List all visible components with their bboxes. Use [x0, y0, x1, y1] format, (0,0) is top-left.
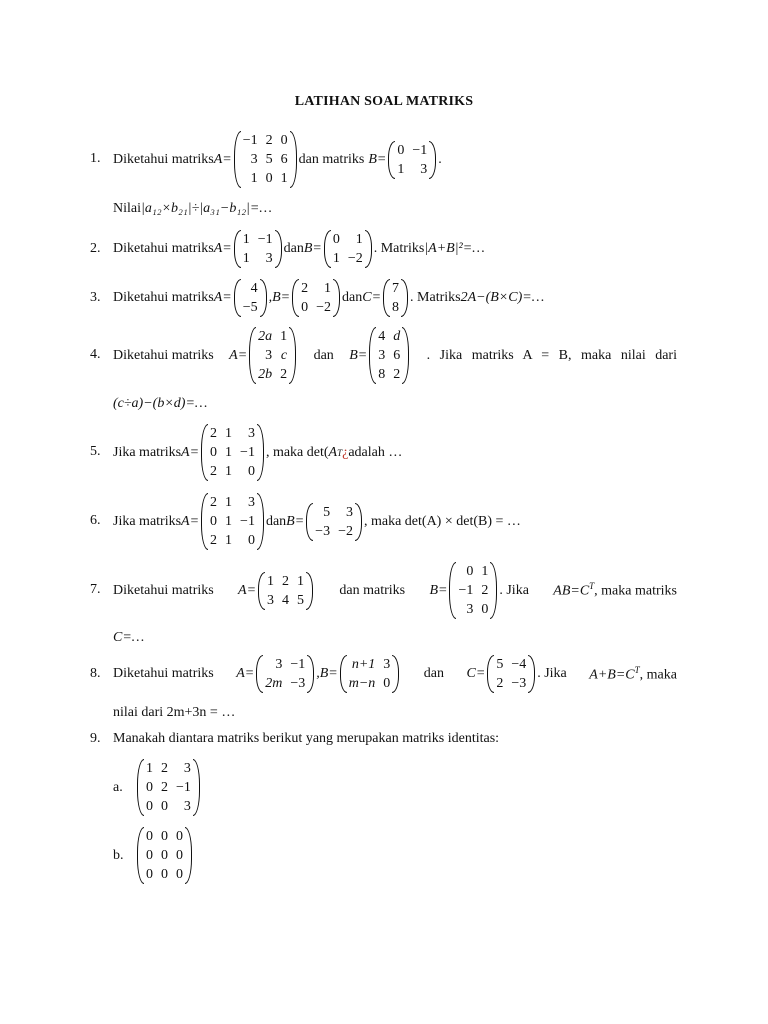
problem-2-expr: |A+B|²=… — [424, 241, 485, 256]
problem-4-text-b: dan — [313, 347, 334, 363]
problem-4-line2 — [113, 396, 207, 412]
matrix-cell: 1 — [297, 573, 305, 589]
problem-3-expr: 2A−(B×C)=… — [460, 290, 545, 305]
matrix-7B — [449, 562, 497, 619]
matrix-cell: 3 — [265, 251, 273, 266]
matrix-cell: 3 — [345, 504, 353, 520]
matrix-cell: 0 — [161, 867, 168, 882]
matrix-cell: 1 — [225, 533, 233, 548]
problem-6-B-label: B= — [286, 513, 305, 529]
matrix-cell: 4 — [282, 592, 290, 608]
matrix-cell: 1 — [481, 564, 489, 579]
problem-5-text-b: , maka det( — [265, 444, 329, 460]
problem-5 — [113, 424, 402, 481]
matrix-3A — [234, 279, 267, 317]
matrix-cell: 1 — [146, 761, 153, 776]
matrix-cell: 3 — [383, 657, 391, 672]
problem-7-text-b: dan matriks — [339, 582, 406, 598]
matrix-cell: 3 — [265, 348, 273, 363]
matrix-cell: 0 — [397, 142, 405, 158]
problem-6-text-c: , maka det(A) × det(B) = … — [363, 513, 521, 529]
matrix-cell: 2 — [282, 573, 290, 589]
matrix-cell: −1 — [240, 445, 255, 460]
matrix-cell: −1 — [242, 133, 258, 148]
matrix-option-a — [137, 759, 200, 816]
matrix-cell: −1 — [290, 657, 306, 672]
matrix-3B — [292, 279, 340, 317]
matrix-cell: 0 — [176, 867, 183, 882]
option-b — [113, 827, 194, 884]
problem-4 — [113, 327, 677, 384]
matrix-cell: 7 — [392, 281, 400, 296]
matrix-cell: 3 — [378, 348, 386, 363]
matrix-4A — [249, 327, 296, 384]
matrix-cell: −1 — [257, 232, 273, 247]
problem-2-A-label: A= — [213, 241, 232, 256]
problem-7-line2 — [113, 630, 144, 646]
problem-1-text-b: dan matriks — [298, 151, 365, 167]
matrix-cell: −3 — [290, 676, 306, 691]
problem-1-text-a: Diketahui matriks — [113, 151, 214, 167]
matrix-cell: −3 — [315, 523, 331, 539]
problem-1-line2 — [113, 201, 272, 217]
matrix-cell: 1 — [242, 232, 250, 247]
matrix-cell: 1 — [225, 514, 233, 529]
matrix-cell: 0 — [332, 232, 340, 247]
problem-5-A-label: A= — [181, 444, 200, 460]
matrix-3C — [383, 279, 408, 317]
matrix-cell: 0 — [146, 848, 153, 863]
matrix-cell: −1 — [412, 142, 428, 158]
problem-3-text-c: . Matriks — [410, 290, 461, 305]
problem-5-number: 5. — [90, 444, 101, 459]
matrix-8B — [340, 655, 400, 693]
matrix-7A — [258, 572, 313, 610]
problem-1-end: . — [438, 151, 442, 167]
matrix-cell: d — [393, 329, 401, 344]
problem-5-expr: A — [328, 444, 338, 460]
matrix-cell: 1 — [225, 495, 233, 510]
matrix-cell: −3 — [511, 676, 527, 691]
problem-1-line2-prefix: Nilai — [113, 201, 141, 216]
problem-2 — [113, 229, 485, 269]
matrix-cell: 3 — [183, 799, 191, 814]
matrix-cell: 2 — [280, 367, 288, 382]
matrix-1B — [388, 141, 436, 179]
matrix-cell: 2 — [210, 495, 218, 510]
problem-6-A-label: A= — [181, 513, 200, 529]
matrix-cell: 4 — [378, 329, 386, 344]
matrix-cell: 2 — [161, 761, 168, 776]
matrix-cell: 2 — [210, 426, 218, 441]
problem-6-text-a: Jika matriks — [113, 513, 182, 529]
matrix-cell: −2 — [316, 300, 332, 315]
matrix-cell: 2 — [496, 676, 504, 691]
matrix-cell: 8 — [378, 367, 386, 382]
matrix-cell: 0 — [481, 602, 489, 617]
matrix-cell: 0 — [146, 799, 153, 814]
matrix-cell: 0 — [301, 300, 309, 315]
matrix-cell: 5 — [265, 152, 273, 167]
problem-8 — [113, 654, 677, 694]
option-b-label: b. — [113, 847, 124, 863]
matrix-cell: m−n — [348, 676, 376, 691]
matrix-cell: 1 — [225, 426, 233, 441]
matrix-cell: −2 — [338, 523, 353, 539]
problem-4-number: 4. — [90, 347, 101, 362]
matrix-cell: 5 — [297, 592, 305, 608]
matrix-cell: 0 — [210, 514, 218, 529]
problem-1-number: 1. — [90, 151, 101, 166]
problem-5-glyph: ¿ — [342, 444, 349, 460]
matrix-cell: 1 — [267, 573, 275, 589]
problem-8-text-a: Diketahui matriks — [113, 666, 214, 681]
matrix-1A — [234, 131, 297, 188]
problem-1-A-label: A= — [213, 151, 232, 167]
problem-5-text-a: Jika matriks — [113, 444, 182, 460]
matrix-cell: 0 — [146, 780, 153, 795]
problem-2-text-a: Diketahui matriks — [113, 241, 214, 256]
matrix-cell: 2 — [393, 367, 401, 382]
matrix-cell: 3 — [275, 657, 283, 672]
problem-8-text-b: dan — [423, 666, 445, 681]
problem-8-text-d: , maka — [639, 667, 677, 683]
matrix-cell: 0 — [176, 829, 183, 844]
problem-4-B-label: B= — [349, 347, 368, 363]
problem-3-C-label: C= — [362, 290, 382, 305]
option-a — [113, 759, 202, 816]
problem-8-C-label: C= — [466, 666, 486, 681]
matrix-cell: 0 — [280, 133, 288, 148]
matrix-cell: 2 — [265, 133, 273, 148]
problem-7-line2-expr: C=… — [113, 630, 145, 645]
problem-8-text-c: . Jika — [537, 666, 567, 681]
matrix-cell: −1 — [240, 514, 255, 529]
matrix-cell: 1 — [242, 251, 250, 266]
matrix-cell: 1 — [332, 251, 340, 266]
problem-3 — [113, 278, 544, 318]
matrix-cell: 2a — [258, 329, 273, 344]
matrix-cell: 1 — [397, 161, 405, 177]
matrix-cell: −1 — [176, 780, 191, 795]
matrix-cell: 0 — [161, 799, 168, 814]
matrix-cell: 2m — [265, 676, 283, 691]
matrix-5A — [201, 424, 264, 481]
problem-2-text-b: dan — [283, 241, 304, 256]
matrix-cell: 4 — [250, 281, 258, 296]
problem-7-number: 7. — [90, 582, 101, 597]
problem-4-text-a: Diketahui matriks — [113, 347, 214, 363]
matrix-8A — [256, 655, 314, 693]
matrix-cell: 3 — [420, 161, 428, 177]
matrix-6A — [201, 493, 264, 550]
matrix-cell: 5 — [323, 504, 331, 520]
matrix-cell: 0 — [210, 445, 218, 460]
problem-3-A-label: A= — [213, 290, 232, 305]
problem-8-expr: A+B=C — [589, 667, 635, 683]
problem-2-number: 2. — [90, 241, 101, 256]
matrix-cell: 0 — [146, 829, 153, 844]
problem-7-expr: AB=C — [553, 583, 590, 599]
problem-3-number: 3. — [90, 290, 101, 305]
matrix-cell: 3 — [267, 592, 275, 608]
matrix-8C — [487, 655, 535, 693]
matrix-cell: 2 — [301, 281, 309, 296]
matrix-cell: −5 — [242, 300, 258, 315]
problem-8-number: 8. — [90, 666, 101, 681]
matrix-cell: 2 — [161, 780, 168, 795]
matrix-cell: c — [280, 348, 288, 363]
problem-7 — [113, 562, 677, 619]
problem-2-B-label: B= — [303, 241, 322, 256]
matrix-cell: 3 — [247, 426, 255, 441]
page-title: LATIHAN SOAL MATRIKS — [294, 94, 474, 109]
problem-1-B-label: B= — [368, 151, 387, 167]
matrix-cell: 0 — [265, 171, 273, 186]
matrix-option-b — [137, 827, 192, 884]
problem-1-line2-expr: |a₁₂×b₂₁|÷|a₃₁−b₁₂|=… — [141, 201, 272, 216]
matrix-cell: −2 — [347, 251, 363, 266]
problem-8-B-label: ,B= — [316, 666, 338, 681]
matrix-cell: 2 — [481, 583, 489, 598]
problem-7-B-label: B= — [429, 582, 448, 598]
problem-3-text-a: Diketahui matriks — [113, 290, 214, 305]
problem-7-sup: T — [589, 581, 595, 592]
matrix-cell: 1 — [324, 281, 332, 296]
problem-4-line2-expr: (c÷a)−(b×d)=… — [113, 396, 208, 411]
problem-7-A-label: A= — [238, 582, 257, 598]
problem-5-text-c: adalah … — [348, 444, 403, 460]
matrix-2B — [324, 230, 372, 268]
problem-7-text-d: , maka matriks — [594, 583, 677, 599]
matrix-cell: 1 — [250, 171, 258, 186]
matrix-cell: −4 — [511, 657, 527, 672]
matrix-cell: 0 — [176, 848, 183, 863]
problem-3-B-label: ,B= — [268, 290, 291, 305]
problem-6-text-b: dan — [265, 513, 287, 529]
problem-4-text-c: . Jika matriks A = B, maka nilai dari — [426, 347, 677, 363]
matrix-4B — [369, 327, 409, 384]
matrix-cell: 1 — [225, 445, 233, 460]
matrix-cell: 2b — [258, 367, 273, 382]
matrix-cell: 1 — [280, 329, 288, 344]
problem-7-text-a: Diketahui matriks — [113, 582, 214, 598]
problem-8-line2: nilai dari 2m+3n = … — [113, 705, 236, 720]
matrix-cell: 0 — [247, 533, 255, 548]
matrix-cell: 2 — [210, 533, 218, 548]
problem-6-number: 6. — [90, 513, 101, 528]
option-a-label: a. — [113, 779, 123, 795]
matrix-cell: 3 — [466, 602, 474, 617]
problem-2-text-c: . Matriks — [373, 241, 425, 256]
problem-3-text-b: dan — [342, 290, 363, 305]
problem-1 — [113, 131, 442, 188]
matrix-cell: 0 — [161, 848, 168, 863]
matrix-cell: 6 — [280, 152, 288, 167]
matrix-cell: 0 — [247, 464, 255, 479]
problem-8-sup: T — [634, 664, 640, 675]
matrix-cell: 5 — [496, 657, 504, 672]
matrix-cell: n+1 — [351, 657, 376, 672]
matrix-6B — [306, 503, 362, 541]
matrix-cell: 0 — [161, 829, 168, 844]
matrix-cell: 6 — [393, 348, 401, 363]
problem-7-text-c: . Jika — [499, 582, 529, 598]
matrix-cell: −1 — [458, 583, 474, 598]
problem-9-number: 9. — [90, 731, 101, 746]
problem-8-A-label: A= — [236, 666, 255, 681]
matrix-cell: 8 — [392, 300, 400, 315]
matrix-cell: 1 — [280, 171, 288, 186]
matrix-cell: 2 — [210, 464, 218, 479]
matrix-cell: 1 — [225, 464, 233, 479]
matrix-cell: 3 — [250, 152, 258, 167]
problem-5-sup: T — [337, 447, 343, 458]
problem-6 — [113, 493, 521, 550]
matrix-cell: 0 — [383, 676, 391, 691]
problem-4-A-label: A= — [229, 347, 248, 363]
matrix-cell: 0 — [146, 867, 153, 882]
problem-9-text: Manakah diantara matriks berikut yang merupakan matriks identitas: — [113, 731, 500, 746]
matrix-2A — [234, 230, 282, 268]
matrix-cell: 0 — [466, 564, 474, 579]
matrix-cell: 1 — [355, 232, 363, 247]
matrix-cell: 3 — [183, 761, 191, 776]
matrix-cell: 3 — [247, 495, 255, 510]
